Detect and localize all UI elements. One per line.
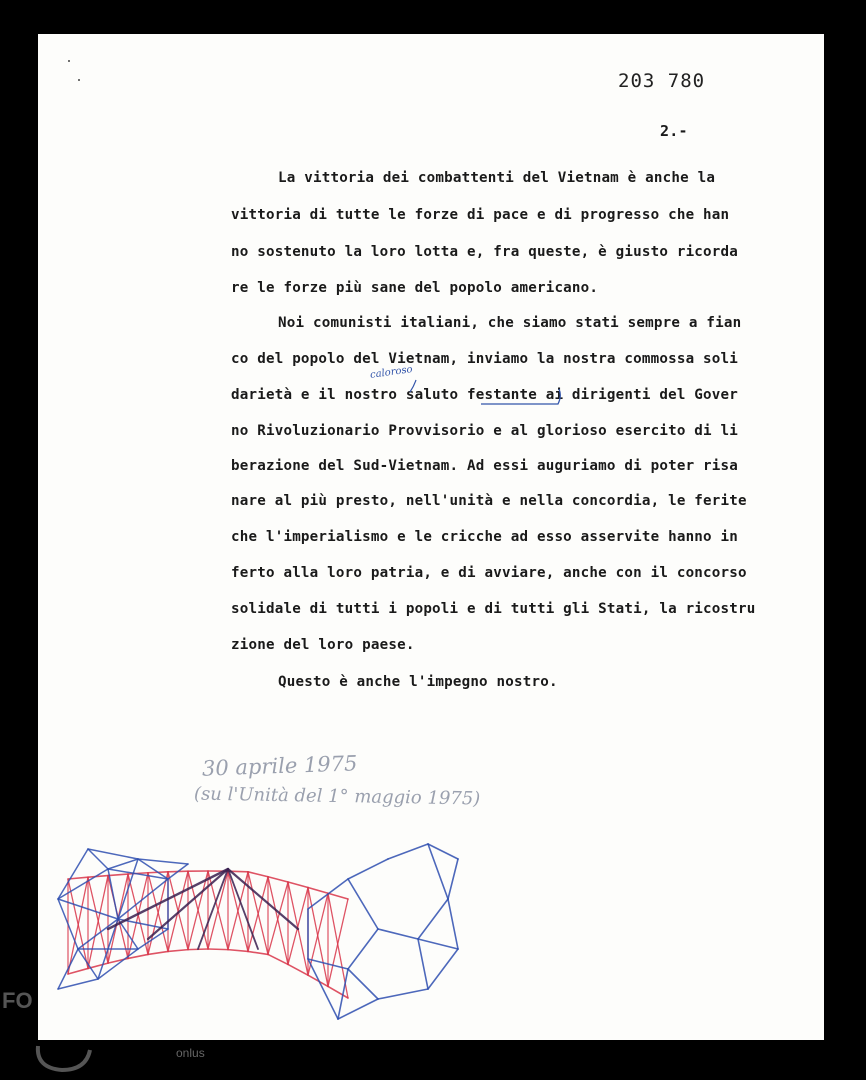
handwritten-date: 30 aprile 1975 — [201, 751, 358, 781]
watermark-logo-text: FO — [2, 988, 33, 1013]
pencil-stroke — [418, 899, 448, 939]
text-line: vittoria di tutte le forze di pace e di progresso che han — [231, 207, 730, 223]
text-line: La vittoria dei combattenti del Vietnam è anche la — [278, 170, 716, 186]
pencil-stroke — [68, 968, 88, 974]
pencil-stroke — [448, 899, 458, 949]
pencil-stroke — [328, 893, 348, 899]
text-line: Noi comunisti italiani, che siamo stati sempre a fian — [278, 315, 742, 331]
pencil-stroke — [308, 888, 328, 894]
handwritten-correction: caloroso — [369, 364, 414, 381]
text-line: nare al più presto, nell'unità e nella concordia, le ferite — [231, 493, 747, 509]
pencil-stroke — [148, 951, 168, 954]
pencil-stroke — [58, 869, 108, 899]
paper-speck — [68, 60, 70, 62]
pencil-stroke — [338, 999, 378, 1019]
text-line: no sostenuto la loro lotta e, fra queste, è giusto ricorda — [231, 244, 739, 260]
pencil-stroke — [168, 950, 188, 952]
pencil-stroke — [58, 849, 88, 899]
pencil-stroke — [58, 979, 98, 989]
pencil-stroke — [308, 975, 328, 986]
text-line: berazione del Sud-Vietnam. Ad essi auguriamo di poter risa — [231, 458, 739, 474]
pencil-stroke — [328, 986, 348, 998]
watermark-logo-icon — [32, 1036, 102, 1076]
pencil-stroke — [348, 859, 388, 879]
pencil-stroke — [248, 872, 268, 877]
text-line: solidale di tutti i popoli e di tutti gli Stati, la ricostru — [231, 601, 756, 617]
pencil-stroke — [448, 859, 458, 899]
pencil-stroke — [378, 989, 428, 999]
paper-speck — [78, 79, 80, 81]
pencil-stroke — [268, 877, 288, 882]
pencil-stroke — [288, 964, 308, 975]
handwritten-source-note: (su l'Unità del 1° maggio 1975) — [193, 783, 481, 810]
text-line: co del popolo del Vietnam, inviamo la nostra commossa soli — [231, 351, 739, 367]
pencil-stroke — [288, 882, 308, 888]
pencil-lattice-drawing — [48, 839, 468, 1039]
pencil-stroke — [108, 859, 138, 869]
pencil-stroke — [268, 954, 288, 964]
archive-number: 203 780 — [618, 70, 706, 92]
document-page — [38, 34, 824, 1040]
text-line: darietà e il nostro saluto festante ai dirigenti del Gover — [231, 387, 739, 403]
pencil-stroke — [108, 869, 168, 879]
text-line: ferto alla loro patria, e di avviare, anche con il concorso — [231, 565, 747, 581]
pencil-stroke — [418, 939, 428, 989]
pencil-stroke — [378, 929, 418, 939]
text-line: Questo è anche l'impegno nostro. — [278, 674, 558, 690]
pencil-stroke — [418, 939, 458, 949]
pencil-stroke — [228, 950, 248, 952]
pencil-stroke — [208, 949, 228, 950]
pencil-stroke — [348, 929, 378, 969]
pencil-stroke — [108, 869, 118, 919]
pencil-stroke — [428, 949, 458, 989]
text-line: re le forze più sane del popolo americano. — [231, 280, 599, 296]
text-line: zione del loro paese. — [231, 637, 415, 653]
pencil-stroke — [108, 874, 128, 876]
pencil-stroke — [348, 879, 378, 929]
pencil-stroke — [348, 969, 378, 999]
pencil-stroke — [248, 951, 268, 954]
text-line: no Rivoluzionario Provvisorio e al glorioso esercito di li — [231, 423, 739, 439]
page-number: 2.- — [660, 122, 688, 140]
pencil-stroke — [388, 844, 428, 859]
watermark-onlus-text: onlus — [176, 1046, 205, 1060]
text-line: che l'imperialismo e le cricche ad esso asservite hanno in — [231, 529, 739, 545]
